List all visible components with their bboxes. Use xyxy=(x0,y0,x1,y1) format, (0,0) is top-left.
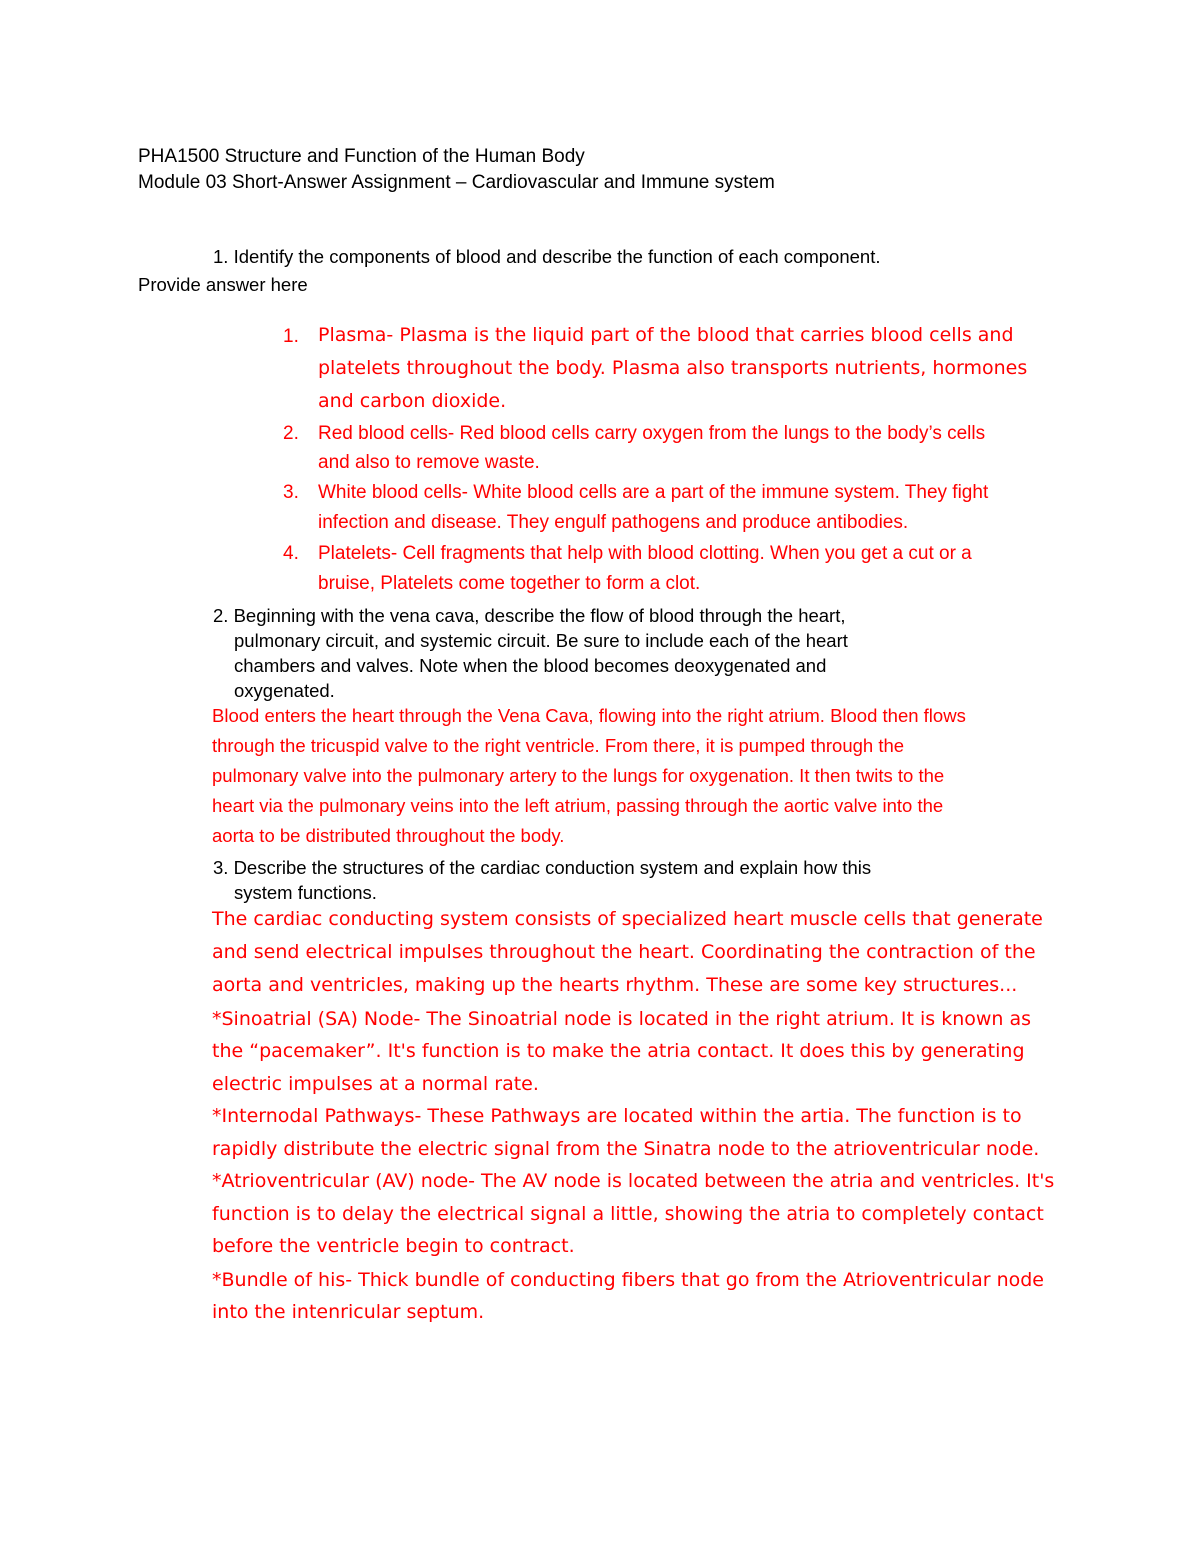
answer-line: into the intenricular septum. xyxy=(212,1301,485,1323)
answer-line: platelets throughout the body. Plasma also transports nutrients, hormones xyxy=(318,357,1028,379)
answer-line: bruise, Platelets come together to form a clot. xyxy=(318,573,701,594)
answer-line: the “pacemaker”. It's function is to make the atria contact. It does this by generating xyxy=(212,1040,1025,1062)
answer-instruction: Provide answer here xyxy=(138,274,308,295)
answer-line: The cardiac conducting system consists of specialized heart muscle cells that generate xyxy=(212,908,1043,930)
answer-line: White blood cells- White blood cells are a part of the immune system. They fight xyxy=(318,482,989,503)
answer-line: *Sinoatrial (SA) Node- The Sinoatrial node is located in the right atrium. It is known as xyxy=(212,1008,1032,1030)
question-1-prompt: 1. Identify the components of blood and describe the function of each component. xyxy=(213,246,881,267)
answer-line: aorta and ventricles, making up the hearts rhythm. These are some key structures... xyxy=(212,974,1018,996)
assignment-title: Module 03 Short-Answer Assignment – Cardiovascular and Immune system xyxy=(138,172,775,193)
answer-line: electric impulses at a normal rate. xyxy=(212,1073,539,1095)
answer-line: infection and disease. They engulf pathogens and produce antibodies. xyxy=(318,512,909,533)
answer-line: *Internodal Pathways- These Pathways are located within the artia. The function is to xyxy=(212,1105,1022,1127)
answer-line: function is to delay the electrical signal a little, showing the atria to completely contact xyxy=(212,1203,1044,1225)
answer-line: Plasma- Plasma is the liquid part of the blood that carries blood cells and xyxy=(318,324,1014,346)
answer-line: *Atrioventricular (AV) node- The AV node is located between the atria and ventricles. It's xyxy=(212,1170,1055,1192)
answer-line: Red blood cells- Red blood cells carry oxygen from the lungs to the body’s cells xyxy=(318,423,986,444)
answer-line: and carbon dioxide. xyxy=(318,390,507,412)
answer-line: aorta to be distributed throughout the body. xyxy=(212,825,565,846)
answer-line: before the ventricle begin to contract. xyxy=(212,1235,575,1257)
prompt-line: pulmonary circuit, and systemic circuit. Be sure to include each of the heart xyxy=(234,630,848,651)
list-number: 1. xyxy=(283,326,299,347)
answer-line: and also to remove waste. xyxy=(318,452,540,473)
answer-line: and send electrical impulses throughout the heart. Coordinating the contraction of the xyxy=(212,941,1036,963)
answer-line: pulmonary valve into the pulmonary artery to the lungs for oxygenation. It then twits to the xyxy=(212,765,945,786)
answer-line: Platelets- Cell fragments that help with blood clotting. When you get a cut or a xyxy=(318,543,972,564)
list-number: 2. xyxy=(283,423,299,444)
answer-line: heart via the pulmonary veins into the left atrium, passing through the aortic valve into the xyxy=(212,795,944,816)
answer-line: *Bundle of his- Thick bundle of conducting fibers that go from the Atrioventricular node xyxy=(212,1269,1044,1291)
list-number: 3. xyxy=(283,482,299,503)
prompt-line: 3. Describe the structures of the cardiac conduction system and explain how this xyxy=(213,857,872,878)
prompt-line: chambers and valves. Note when the blood becomes deoxygenated and xyxy=(234,655,827,676)
course-title: PHA1500 Structure and Function of the Human Body xyxy=(138,146,585,167)
answer-line: rapidly distribute the electric signal from the Sinatra node to the atrioventricular node. xyxy=(212,1138,1040,1160)
prompt-line: 2. Beginning with the vena cava, describe the flow of blood through the heart, xyxy=(213,605,846,626)
prompt-line: oxygenated. xyxy=(234,680,335,701)
answer-line: Blood enters the heart through the Vena Cava, flowing into the right atrium. Blood then flows xyxy=(212,705,966,726)
answer-line: through the tricuspid valve to the right ventricle. From there, it is pumped through the xyxy=(212,735,905,756)
prompt-line: system functions. xyxy=(234,882,377,903)
list-number: 4. xyxy=(283,543,299,564)
